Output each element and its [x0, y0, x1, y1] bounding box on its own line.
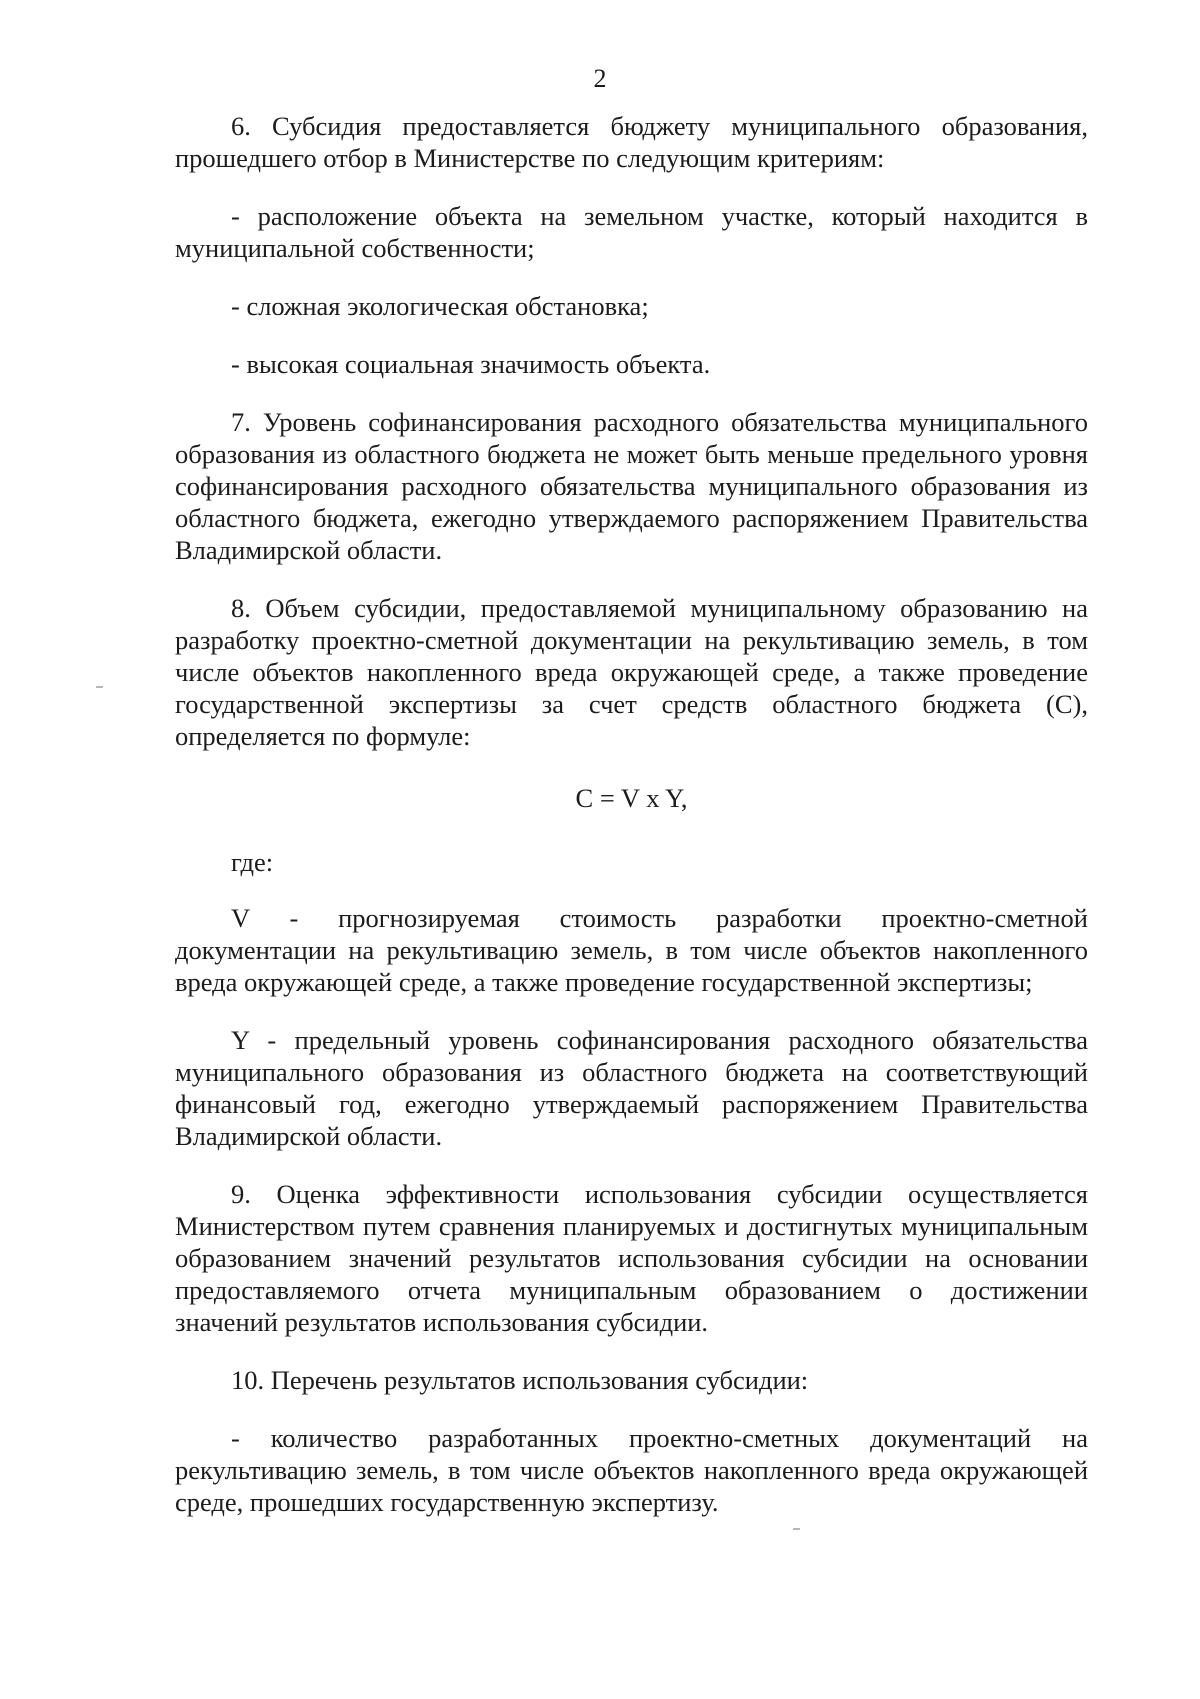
result-indicator-item: - количество разработанных проектно-сметных документаций на рекультивацию земель, в том числе объектов накопленного вреда окружающей среде, прошедших государственную экспертизу.: [175, 1423, 1088, 1517]
paragraph-8: 8. Объем субсидии, предоставляемой муниципальному образованию на разработку проектно-сметной документации на рекультивацию земель, в том числе объектов накопленного вреда окружающей среде, а также проведение государственной экспертизы за счет средств областного бюджета (C), определяется по формуле:: [175, 593, 1088, 751]
criterion-land-ownership: - расположение объекта на земельном участке, который находится в муниципальной собственности;: [175, 201, 1088, 263]
scan-artifact: [96, 686, 103, 688]
paragraph-6: 6. Субсидия предоставляется бюджету муниципального образования, прошедшего отбор в Министерстве по следующим критериям:: [175, 111, 1088, 173]
criterion-ecology: - сложная экологическая обстановка;: [231, 291, 649, 321]
paragraph-10: 10. Перечень результатов использования субсидии:: [231, 1365, 809, 1395]
paragraph-7: 7. Уровень софинансирования расходного обязательства муниципального образования из областного бюджета не может быть меньше предельного уровня софинансирования расходного обязательства муниципального образования из областного бюджета, ежегодно утверждаемого распоряжением Правительства Владимирской области.: [175, 407, 1088, 565]
formula: C = V x Y,: [575, 783, 688, 813]
definition-v: V - прогнозируемая стоимость разработки проектно-сметной документации на рекультивацию земель, в том числе объектов накопленного вреда окружающей среде, а также проведение государственной экспертизы;: [175, 903, 1088, 997]
criterion-social-significance: - высокая социальная значимость объекта.: [231, 349, 711, 379]
paragraph-9: 9. Оценка эффективности использования субсидии осуществляется Министерством путем сравнения планируемых и достигнутых муниципальным образованием значений результатов использования субсидии на основании предоставляемого отчета муниципальным образованием о достижении значений результатов использования субсидии.: [175, 1179, 1088, 1337]
scan-artifact: [793, 1528, 800, 1530]
definition-y: Y - предельный уровень софинансирования расходного обязательства муниципального образования из областного бюджета на соответствующий финансовый год, ежегодно утверждаемый распоряжением Правительства Владимирской области.: [175, 1025, 1088, 1151]
document-body: [175, 110, 1088, 1544]
page-number: 2: [593, 64, 607, 93]
where-label: где:: [231, 847, 274, 877]
